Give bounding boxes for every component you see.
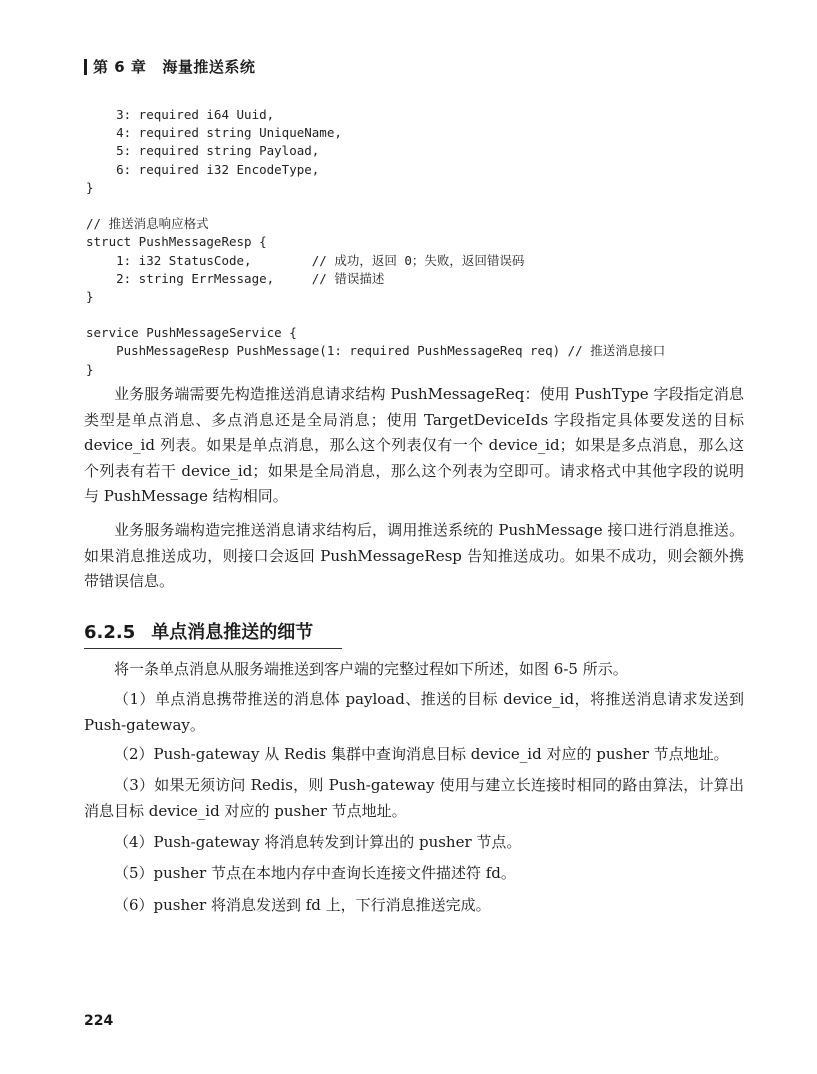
code-line: } bbox=[86, 288, 94, 304]
section-heading bbox=[84, 618, 342, 649]
step-item: （2）Push-gateway 从 Redis 集群中查询消息目标 device_id 对应的 pusher 节点地址。 bbox=[114, 745, 729, 763]
chapter-title: 海量推送系统 bbox=[162, 58, 256, 76]
code-line bbox=[86, 306, 665, 324]
code-line: } bbox=[86, 179, 94, 195]
step-item: （3）如果无须访问 Redis，则 Push-gateway 使用与建立长连接时相同的路由算法，计算出消息目标 device_id 对应的 pusher 节点地址。 bbox=[84, 776, 744, 820]
body-paragraph: 业务服务端需要先构造推送消息请求结构 PushMessageReq：使用 PushType 字段指定消息类型是单点消息、多点消息还是全局消息；使用 TargetDeviceIds 字段指定具体要发送的目标 device_id 列表。如果是单点消息，那么这个列表仅有一个 device_id；如果是多点消息，那么这个列表有若干 device_id；如果是全局消息，那么这个列表为空即可。请求格式中其他字段的说明与 PushMessage 结构相同。 bbox=[84, 385, 744, 505]
running-header bbox=[84, 56, 255, 77]
code-line: PushMessageResp PushMessage(1: required PushMessageReq req) // 推送消息接口 bbox=[86, 343, 666, 359]
code-line: 6: required i32 EncodeType, bbox=[86, 161, 320, 177]
body-paragraph: 业务服务端构造完推送消息请求结构后，调用推送系统的 PushMessage 接口进行消息推送。如果消息推送成功，则接口会返回 PushMessageResp 告知推送成功。如果不成功，则会额外携带错误信息。 bbox=[84, 521, 744, 590]
code-line: 2: string ErrMessage, // 错误描述 bbox=[86, 270, 385, 286]
code-line: // 推送消息响应格式 bbox=[86, 216, 209, 232]
step-item: （1）单点消息携带推送的消息体 payload、推送的目标 device_id，将推送消息请求发送到 Push-gateway。 bbox=[84, 690, 744, 734]
section-number: 6.2.5 bbox=[84, 622, 136, 643]
code-line: 3: required i64 Uuid, bbox=[86, 107, 275, 122]
code-line: 4: required string UniqueName, bbox=[86, 125, 342, 141]
code-line: } bbox=[86, 361, 94, 377]
code-line: 1: i32 StatusCode, // 成功，返回 0；失败，返回错误码 bbox=[86, 252, 525, 268]
section-title: 单点消息推送的细节 bbox=[151, 622, 314, 643]
step-item: （6）pusher 将消息发送到 fd 上，下行消息推送完成。 bbox=[114, 896, 491, 914]
code-block bbox=[86, 106, 665, 379]
chapter-label: 第 6 章 bbox=[93, 58, 147, 76]
step-item: （4）Push-gateway 将消息转发到计算出的 pusher 节点。 bbox=[114, 833, 522, 851]
code-line: 5: required string Payload, bbox=[86, 143, 320, 159]
header-bar bbox=[84, 59, 87, 75]
step-item: （5）pusher 节点在本地内存中查询长连接文件描述符 fd。 bbox=[114, 864, 516, 882]
steps-intro: 将一条单点消息从服务端推送到客户端的完整过程如下所述，如图 6-5 所示。 bbox=[114, 660, 628, 678]
code-line bbox=[86, 197, 665, 215]
page-number: 224 bbox=[84, 1013, 114, 1029]
code-line: struct PushMessageResp { bbox=[86, 234, 267, 250]
code-line: service PushMessageService { bbox=[86, 325, 297, 341]
